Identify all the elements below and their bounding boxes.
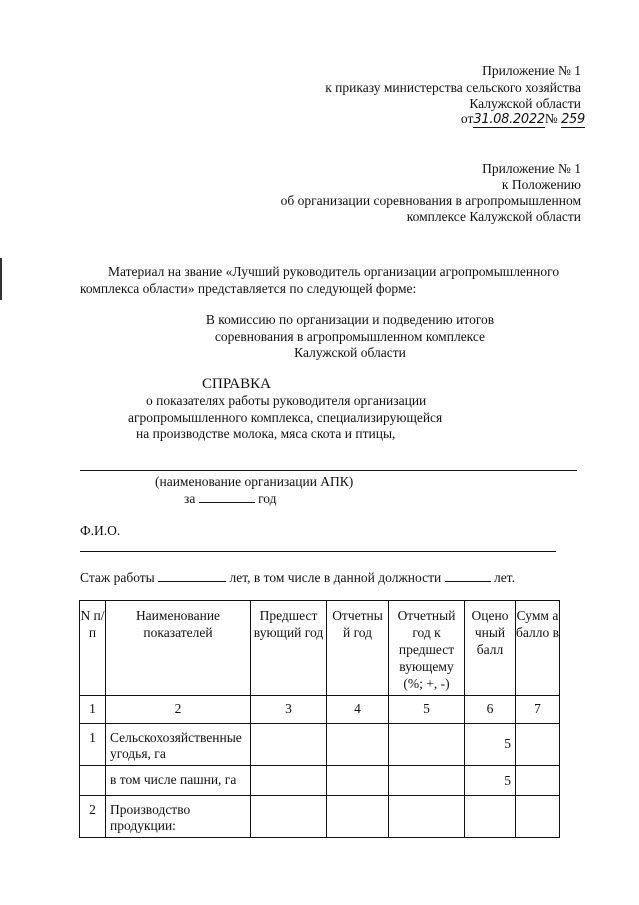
- fio-line: [80, 551, 556, 552]
- table-row: [80, 724, 560, 766]
- cell-score: [465, 796, 516, 838]
- order-date-number: [380, 111, 585, 128]
- row-number: [80, 766, 106, 796]
- header-cell-score-sum: Сумм а балло в: [516, 601, 560, 696]
- cell-previous-year: [251, 766, 327, 796]
- experience-part2: лет, в том числе в данной должности: [229, 570, 442, 585]
- cell-ratio: [389, 724, 465, 766]
- column-number: 3: [251, 696, 327, 724]
- table-row: [80, 796, 560, 838]
- addressee-line2: соревнования в агропромышленном комплексе: [214, 329, 486, 344]
- column-number: 4: [327, 696, 389, 724]
- experience-part1: Стаж работы: [80, 570, 155, 585]
- table-row: [80, 766, 560, 796]
- appendix2-line3: об организации соревнования в агропромышленном: [280, 193, 581, 208]
- appendix2-title: Приложение № 1: [482, 161, 581, 176]
- addressee-line3: Калужской области: [294, 345, 406, 360]
- report-year-line: [184, 491, 277, 507]
- column-number-row: [80, 696, 560, 724]
- header-cell-ratio: Отчетный год к предшест вующему (%; +, -): [389, 601, 465, 696]
- cell-report-year: [327, 766, 389, 796]
- row-number: 1: [80, 724, 106, 766]
- header-cell-number: N п/п: [80, 601, 106, 696]
- table-header-row: [80, 601, 560, 696]
- column-number: 2: [106, 696, 251, 724]
- experience-blank-position: [445, 570, 491, 582]
- fio-label: Ф.И.О.: [80, 523, 121, 538]
- handwritten-date: 31.08.2022: [473, 112, 545, 127]
- header-cell-report-year: Отчетны й год: [327, 601, 389, 696]
- intro-line1: Материал на звание «Лучший руководитель организации агропромышленного: [108, 264, 560, 279]
- indicators-table: [79, 600, 560, 838]
- year-prefix: за: [184, 491, 196, 506]
- header-cell-previous-year: Предшест вующий год: [251, 601, 327, 696]
- column-number: 7: [516, 696, 560, 724]
- row-indicator-name: Производство продукции:: [106, 796, 251, 838]
- experience-blank-total: [158, 570, 226, 582]
- row-indicator-name: Сельскохозяйственные угодья, га: [106, 724, 251, 766]
- experience-part3: лет.: [493, 570, 515, 585]
- column-number: 5: [389, 696, 465, 724]
- cell-score-sum: [516, 766, 560, 796]
- appendix2-line4: комплексе Калужской области: [406, 209, 581, 224]
- number-prefix: №: [544, 111, 558, 126]
- organization-name-line: [80, 470, 577, 471]
- year-suffix: год: [258, 491, 277, 506]
- appendix1-line2: к приказу министерства сельского хозяйства: [325, 80, 581, 95]
- experience-line: [80, 570, 515, 586]
- cell-ratio: [389, 796, 465, 838]
- cell-report-year: [327, 724, 389, 766]
- cell-previous-year: [251, 796, 327, 838]
- row-indicator-name: в том числе пашни, га: [106, 766, 251, 796]
- certificate-line1: о показателях работы руководителя организации: [146, 393, 427, 408]
- intro-line2: комплекса области» представляется по следующей форме:: [80, 281, 417, 296]
- certificate-title: СПРАВКА: [202, 376, 271, 392]
- scan-edge-mark: [0, 258, 2, 300]
- cell-ratio: [389, 766, 465, 796]
- appendix2-line2: к Положению: [501, 177, 581, 192]
- cell-previous-year: [251, 724, 327, 766]
- cell-score-sum: [516, 724, 560, 766]
- cell-report-year: [327, 796, 389, 838]
- column-number: 1: [80, 696, 106, 724]
- year-blank: [199, 491, 255, 503]
- column-number: 6: [465, 696, 516, 724]
- cell-score: 5: [465, 766, 516, 796]
- handwritten-number: 259: [561, 112, 585, 127]
- appendix1-line3: Калужской области: [469, 96, 581, 111]
- date-prefix: от: [460, 111, 474, 126]
- certificate-line3: на производстве молока, мяса скота и птицы,: [136, 426, 396, 441]
- addressee-line1: В комиссию по организации и подведению итогов: [205, 312, 495, 327]
- appendix1-title: Приложение № 1: [482, 63, 581, 78]
- header-cell-score: Оцено чный балл: [465, 601, 516, 696]
- cell-score: 5: [465, 724, 516, 766]
- organization-caption: (наименование организации АПК): [155, 474, 354, 489]
- certificate-line2: агропромышленного комплекса, специализирующейся: [128, 410, 443, 425]
- row-number: 2: [80, 796, 106, 838]
- cell-score-sum: [516, 796, 560, 838]
- header-cell-indicator: Наименование показателей: [106, 601, 251, 696]
